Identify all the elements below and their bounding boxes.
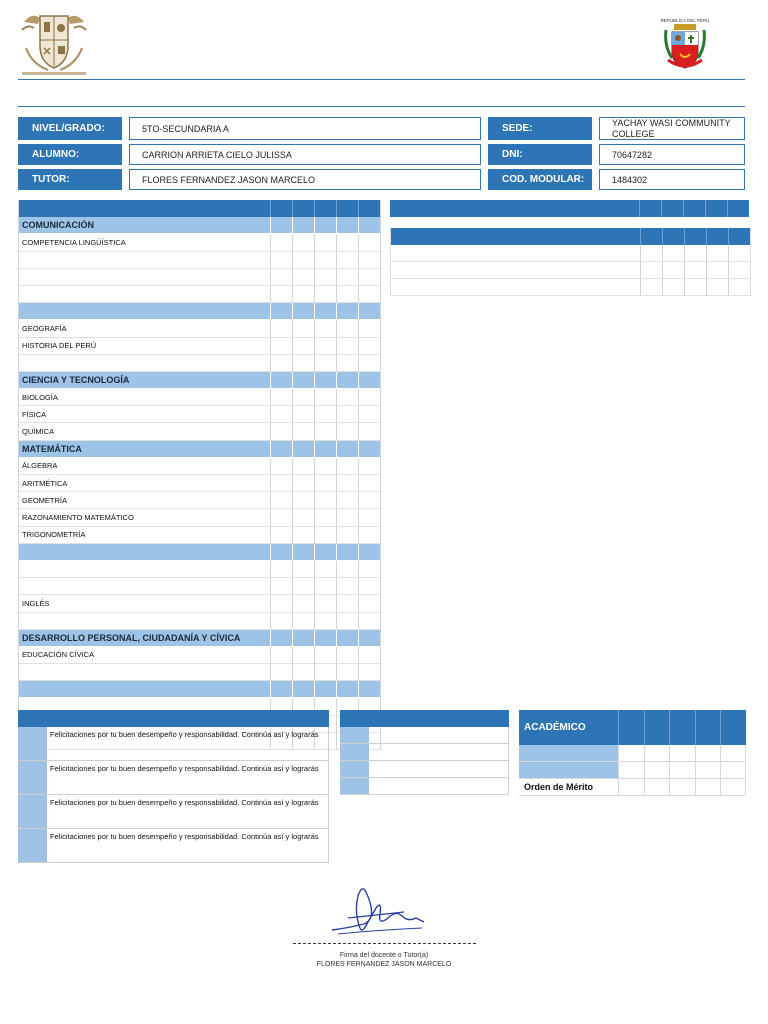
grade-cell [270, 561, 292, 577]
grade-cell [314, 389, 336, 405]
grade-cell [314, 664, 336, 680]
peru-coat-of-arms-logo [660, 16, 710, 72]
area-row [19, 372, 380, 389]
table-row [19, 286, 380, 303]
table-row [19, 355, 380, 372]
table-row [519, 745, 746, 762]
grade-cell [314, 423, 336, 439]
grade-cell [314, 613, 336, 629]
table-row [19, 320, 380, 337]
alumno-value: CARRION ARRIETA CIELO JULISSA [129, 144, 481, 165]
course-name [19, 200, 270, 217]
grade-cell [292, 200, 314, 217]
comment-text: Felicitaciones por tu buen desempeño y responsabilidad. Continúa así y lograrás [48, 795, 329, 828]
grade-cell [270, 269, 292, 285]
grade-cell [314, 217, 336, 233]
grade-cell [358, 217, 380, 233]
area-row [19, 544, 380, 561]
table-row [391, 262, 750, 279]
grade-cell [314, 320, 336, 336]
grade-cell [292, 217, 314, 233]
table-row [19, 234, 380, 251]
table-row [19, 509, 380, 526]
grade-cell [270, 406, 292, 422]
course-name [19, 269, 270, 285]
grade-cell [270, 544, 292, 560]
comment-text: Felicitaciones por tu buen desempeño y responsabilidad. Continúa así y lograrás [48, 727, 329, 760]
grade-cell [336, 269, 358, 285]
area-name [19, 303, 270, 319]
course-name: HISTORIA DEL PERÚ [22, 341, 97, 351]
area-name: COMUNICACIÓN [22, 220, 94, 231]
grade-cell [336, 372, 358, 388]
grade-cell [336, 630, 358, 646]
grade-cell [314, 406, 336, 422]
dni-value: 70647282 [599, 144, 745, 165]
grade-cell [336, 475, 358, 491]
grade-cell [314, 355, 336, 371]
grade-cell [292, 252, 314, 268]
table-row [19, 561, 380, 578]
table-row [390, 200, 749, 217]
course-name: BIOLOGÍA [22, 392, 58, 402]
course-name [19, 578, 270, 594]
grade-cell [336, 355, 358, 371]
grade-cell [336, 303, 358, 319]
grade-cell [358, 527, 380, 543]
grade-cell [358, 561, 380, 577]
grade-cell [358, 269, 380, 285]
grade-cell [314, 441, 336, 457]
grade-cell [270, 492, 292, 508]
course-name: GEOMETRÍA [22, 495, 68, 505]
table-row [391, 245, 750, 262]
grade-cell [358, 286, 380, 302]
grade-cell [314, 509, 336, 525]
merit-row [519, 779, 746, 796]
grades-table [18, 200, 381, 750]
grade-cell [270, 200, 292, 217]
grade-cell [292, 320, 314, 336]
grade-cell [358, 578, 380, 594]
area-row [19, 630, 380, 647]
grade-cell [358, 647, 380, 663]
table-row [519, 762, 746, 779]
grade-cell [314, 475, 336, 491]
table-row [19, 647, 380, 664]
nivel-value: 5TO-SECUNDARIA A [129, 117, 481, 140]
grade-cell [270, 423, 292, 439]
grade-cell [292, 372, 314, 388]
grade-cell [292, 647, 314, 663]
grade-cell [292, 613, 314, 629]
course-name: FÍSICA [22, 409, 47, 419]
course-name [19, 355, 270, 371]
summary-box [340, 710, 509, 795]
grade-cell [336, 578, 358, 594]
table-row [19, 475, 380, 492]
grade-cell [314, 578, 336, 594]
school-crest-logo [18, 8, 90, 78]
grade-cell [358, 320, 380, 336]
grade-cell [270, 681, 292, 697]
table-header-row [19, 200, 380, 217]
header-rule-bottom [18, 106, 745, 107]
comment-item [18, 795, 329, 829]
grade-cell [336, 217, 358, 233]
grade-cell [358, 200, 380, 217]
grade-cell [314, 561, 336, 577]
table-row [391, 228, 750, 245]
grade-cell [336, 613, 358, 629]
grade-cell [358, 630, 380, 646]
grade-cell [292, 269, 314, 285]
grade-cell [314, 338, 336, 354]
grade-cell [292, 630, 314, 646]
grade-cell [292, 561, 314, 577]
comments-header [18, 710, 329, 727]
grade-cell [336, 544, 358, 560]
grade-cell [358, 664, 380, 680]
course-name [19, 664, 270, 680]
grade-cell [336, 509, 358, 525]
grade-cell [270, 647, 292, 663]
list-item [340, 761, 509, 778]
table-row [19, 338, 380, 355]
grade-cell [336, 561, 358, 577]
grade-cell [292, 527, 314, 543]
course-name [19, 613, 270, 629]
header-rule-top [18, 79, 745, 80]
grade-cell [336, 286, 358, 302]
grade-cell [314, 544, 336, 560]
course-name [19, 561, 270, 577]
grade-cell [336, 595, 358, 611]
grade-cell [270, 458, 292, 474]
grade-cell [314, 303, 336, 319]
grade-cell [336, 252, 358, 268]
grade-cell [314, 595, 336, 611]
cod-modular-value: 1484302 [599, 169, 745, 190]
svg-text:REPÚBLICA DEL PERÚ: REPÚBLICA DEL PERÚ [660, 18, 710, 23]
sede-value: YACHAY WASI COMMUNITY COLLEGE [599, 117, 745, 140]
table-row [19, 613, 380, 630]
grade-cell [336, 320, 358, 336]
grade-cell [270, 217, 292, 233]
table-row [19, 406, 380, 423]
merit-label: Orden de Mérito [519, 779, 618, 795]
table-row [19, 458, 380, 475]
grade-cell [270, 527, 292, 543]
grade-cell [270, 372, 292, 388]
grade-cell [314, 458, 336, 474]
grade-cell [358, 303, 380, 319]
table-row [19, 252, 380, 269]
grade-cell [358, 338, 380, 354]
grade-cell [358, 681, 380, 697]
grade-cell [270, 338, 292, 354]
nivel-label: NIVEL/GRADO: [18, 117, 122, 140]
course-name: EDUCACIÓN CÍVICA [22, 650, 95, 660]
grade-cell [292, 578, 314, 594]
comment-text: Felicitaciones por tu buen desempeño y responsabilidad. Continúa así y lograrás [48, 829, 329, 862]
attendance-table-header [390, 200, 749, 217]
grade-cell [270, 578, 292, 594]
grade-cell [358, 458, 380, 474]
comment-item [18, 829, 329, 863]
grade-cell [358, 234, 380, 250]
academic-header [519, 710, 746, 745]
grade-cell [292, 544, 314, 560]
grade-cell [270, 595, 292, 611]
area-name: CIENCIA Y TECNOLOGÍA [22, 374, 130, 385]
grade-cell [270, 303, 292, 319]
grade-cell [270, 355, 292, 371]
grade-cell [292, 664, 314, 680]
grade-cell [336, 527, 358, 543]
grade-cell [292, 338, 314, 354]
area-name [19, 544, 270, 560]
area-name: MATEMÁTICA [22, 443, 82, 454]
grade-cell [270, 664, 292, 680]
grade-cell [358, 475, 380, 491]
grade-cell [292, 681, 314, 697]
table-row [19, 492, 380, 509]
tutor-value: FLORES FERNANDEZ JASON MARCELO [129, 169, 481, 190]
grade-cell [292, 234, 314, 250]
grade-cell [270, 475, 292, 491]
sede-label: SEDE: [488, 117, 592, 140]
academic-box [519, 710, 746, 796]
table-row [19, 664, 380, 681]
grade-cell [336, 406, 358, 422]
grade-cell [270, 441, 292, 457]
grade-cell [292, 458, 314, 474]
course-name: TRIGONOMETRÍA [22, 530, 86, 540]
grade-cell [358, 441, 380, 457]
table-row [19, 423, 380, 440]
table-row [19, 269, 380, 286]
signature-name: FLORES FERNANDEZ JASON MARCELO [316, 961, 452, 968]
cod-modular-label: COD. MODULAR: [488, 169, 592, 190]
grade-cell [270, 389, 292, 405]
comment-item [18, 727, 329, 761]
grade-cell [292, 441, 314, 457]
grade-cell [314, 492, 336, 508]
course-name: RAZONAMIENTO MATEMÁTICO [22, 512, 134, 522]
course-name [19, 286, 270, 302]
grade-cell [314, 681, 336, 697]
grade-cell [358, 613, 380, 629]
grade-cell [358, 423, 380, 439]
grade-cell [314, 286, 336, 302]
conduct-table [390, 228, 751, 296]
grade-cell [292, 406, 314, 422]
summary-header [340, 710, 509, 727]
grade-cell [292, 423, 314, 439]
table-row [19, 527, 380, 544]
area-row [19, 303, 380, 320]
table-row [19, 389, 380, 406]
grade-cell [358, 355, 380, 371]
grade-cell [358, 509, 380, 525]
dni-label: DNI: [488, 144, 592, 165]
list-item [340, 744, 509, 761]
signature-image [318, 878, 438, 940]
comments-box [18, 710, 329, 863]
grade-cell [314, 252, 336, 268]
grade-cell [270, 286, 292, 302]
grade-cell [292, 303, 314, 319]
grade-cell [292, 492, 314, 508]
grade-cell [336, 234, 358, 250]
grade-cell [336, 423, 358, 439]
area-name: DESARROLLO PERSONAL, CIUDADANÍA Y CÍVICA [22, 632, 241, 643]
grade-cell [314, 234, 336, 250]
academic-title: ACADÉMICO [519, 710, 618, 745]
grade-cell [314, 372, 336, 388]
grade-cell [336, 338, 358, 354]
grade-cell [314, 269, 336, 285]
grade-cell [270, 320, 292, 336]
grade-cell [292, 509, 314, 525]
grade-cell [358, 406, 380, 422]
grade-cell [336, 458, 358, 474]
grade-cell [314, 527, 336, 543]
area-row [19, 681, 380, 698]
signature-line [293, 943, 476, 944]
course-name: QUÍMICA [22, 427, 55, 437]
course-name: ARITMÉTICA [22, 478, 68, 488]
grade-cell [292, 286, 314, 302]
grade-cell [270, 252, 292, 268]
grade-cell [292, 595, 314, 611]
area-row [19, 217, 380, 234]
grade-cell [270, 234, 292, 250]
area-row [19, 441, 380, 458]
grade-cell [358, 252, 380, 268]
grade-cell [358, 595, 380, 611]
grade-cell [336, 389, 358, 405]
comment-item [18, 761, 329, 795]
table-row [19, 578, 380, 595]
course-name: ÁLGEBRA [22, 461, 58, 471]
grade-cell [270, 613, 292, 629]
grade-cell [292, 475, 314, 491]
course-name: COMPETENCIA LINGÜÍSTICA [22, 237, 126, 247]
table-row [19, 595, 380, 612]
signature-caption: Firma del docente o Tutor(a) [339, 952, 429, 959]
grade-cell [336, 647, 358, 663]
grade-cell [336, 200, 358, 217]
comment-text: Felicitaciones por tu buen desempeño y responsabilidad. Continúa así y lograrás [48, 761, 329, 794]
grade-cell [336, 441, 358, 457]
grade-cell [358, 544, 380, 560]
grade-cell [336, 681, 358, 697]
grade-cell [358, 389, 380, 405]
area-name [19, 681, 270, 697]
course-name [19, 252, 270, 268]
grade-cell [358, 372, 380, 388]
table-row [391, 279, 750, 296]
grade-cell [314, 647, 336, 663]
grade-cell [292, 389, 314, 405]
grade-cell [336, 664, 358, 680]
grade-cell [314, 200, 336, 217]
alumno-label: ALUMNO: [18, 144, 122, 165]
course-name: GEOGRAFÍA [22, 323, 67, 333]
grade-cell [270, 630, 292, 646]
grade-cell [270, 509, 292, 525]
tutor-label: TUTOR: [18, 169, 122, 190]
grade-cell [314, 630, 336, 646]
course-name: INGLÉS [22, 598, 50, 608]
grade-cell [336, 492, 358, 508]
list-item [340, 778, 509, 795]
grade-cell [358, 492, 380, 508]
list-item [340, 727, 509, 744]
grade-cell [292, 355, 314, 371]
